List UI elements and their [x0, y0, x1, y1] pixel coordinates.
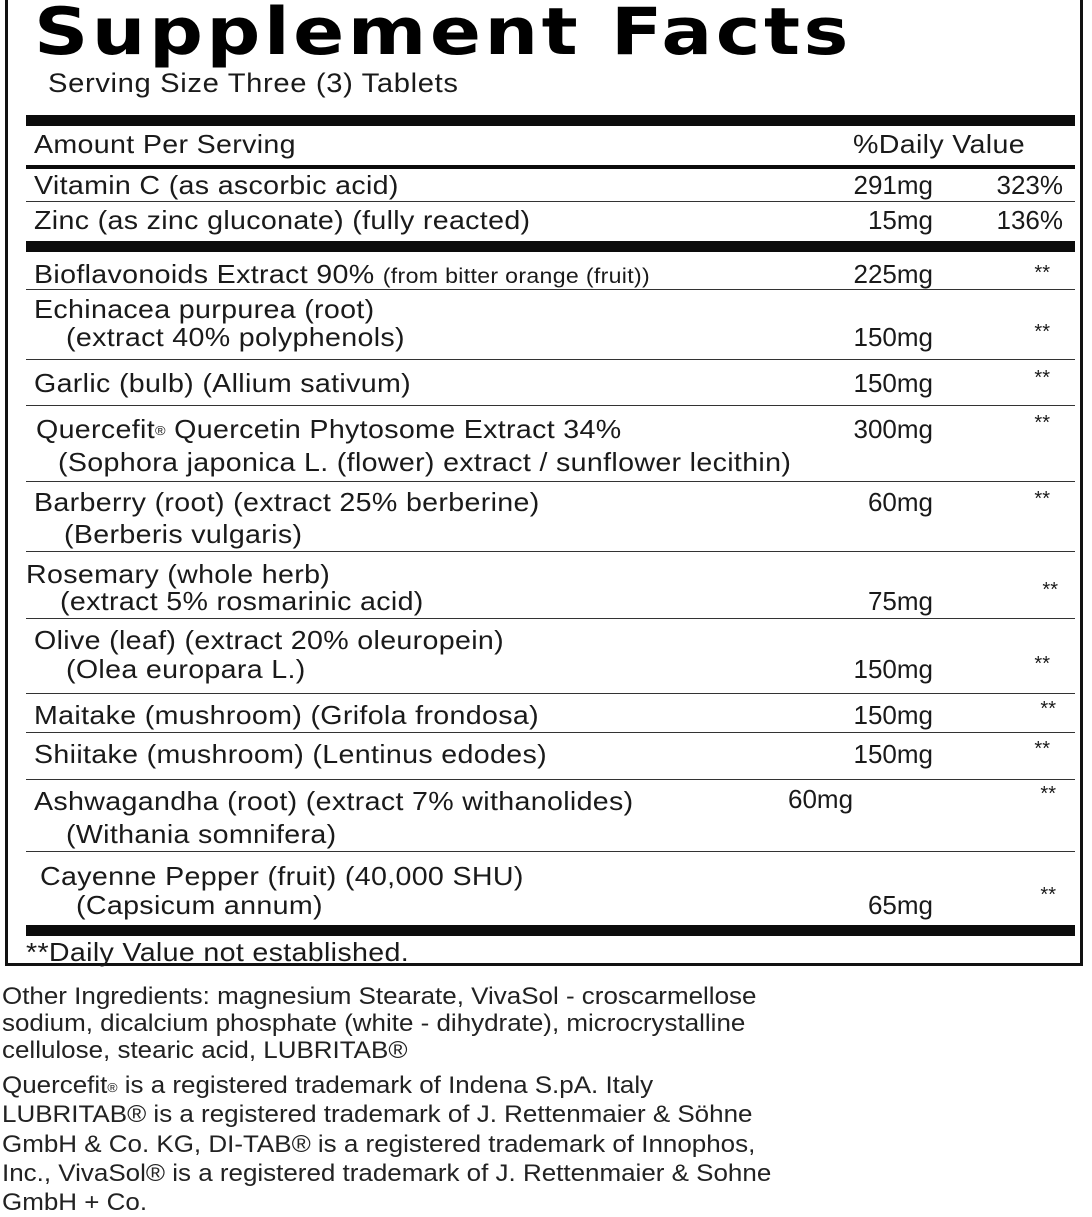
ingredient-dv: **: [1034, 412, 1050, 434]
nutrient-name: Vitamin C (as ascorbic acid): [34, 170, 399, 200]
row-divider: [26, 851, 1075, 852]
row-divider: [26, 732, 1075, 733]
ingredient-dv: **: [1034, 367, 1050, 389]
ingredient-amount: 150mg: [853, 654, 933, 684]
thick-divider: [26, 241, 1075, 252]
ingredient-amount: 150mg: [853, 322, 933, 352]
ingredient-amount: 225mg: [853, 259, 933, 289]
row-divider: [26, 481, 1075, 482]
ingredient-name: Bioflavonoids Extract 90% (from bitter orange (fruit)): [34, 259, 651, 289]
ingredient-name-line1: Cayenne Pepper (fruit) (40,000 SHU): [40, 861, 524, 891]
row-divider: [26, 551, 1075, 552]
ingredient-amount: 150mg: [853, 700, 933, 730]
ingredient-amount: 60mg: [788, 784, 854, 814]
ingredient-dv: **: [1040, 884, 1056, 906]
trademark-line: Inc., VivaSol® is a registered trademark of J. Rettenmaier & Sohne: [2, 1160, 772, 1187]
row-divider: [26, 693, 1075, 694]
ingredient-dv: **: [1034, 653, 1050, 675]
serving-size: Serving Size Three (3) Tablets: [48, 68, 459, 98]
ingredient-name-line2: (Withania somnifera): [66, 819, 337, 849]
ingredient-name-line1: Echinacea purpurea (root): [34, 294, 375, 324]
nutrient-name: Zinc (as zinc gluconate) (fully reacted): [34, 205, 531, 235]
footnote: **Daily Value not established.: [26, 937, 409, 967]
ingredient-dv: **: [1040, 783, 1056, 805]
row-divider: [26, 359, 1075, 360]
ingredient-name-line1: Ashwagandha (root) (extract 7% withanolides): [34, 786, 634, 816]
ingredient-name-line2: (Capsicum annum): [76, 890, 323, 920]
other-ingredients-line: sodium, dicalcium phosphate (white - dihydrate), microcrystalline: [2, 1010, 746, 1037]
row-divider: [26, 618, 1075, 619]
ingredient-dv: **: [1040, 698, 1056, 720]
trademark-line: GmbH & Co. KG, DI-TAB® is a registered trademark of Innophos,: [2, 1131, 756, 1158]
thick-divider: [26, 115, 1075, 126]
amount-per-serving-label: Amount Per Serving: [34, 129, 296, 159]
ingredient-amount: 75mg: [867, 586, 933, 616]
ingredient-dv: **: [1034, 488, 1050, 510]
ingredient-name: Shiitake (mushroom) (Lentinus edodes): [34, 739, 547, 769]
row-divider: [26, 289, 1075, 290]
row-divider: [26, 201, 1075, 202]
row-divider: [26, 779, 1075, 780]
ingredient-name: Garlic (bulb) (Allium sativum): [34, 368, 412, 398]
row-divider: [26, 405, 1075, 406]
ingredient-name-line2: (extract 40% polyphenols): [66, 322, 405, 352]
ingredient-name-line2: (Sophora japonica L. (flower) extract / sunflower lecithin): [58, 447, 792, 477]
nutrient-dv: 323%: [996, 170, 1063, 200]
thick-divider: [26, 925, 1075, 936]
ingredient-name-line2: (Berberis vulgaris): [64, 519, 303, 549]
trademark-line: GmbH + Co.: [2, 1189, 148, 1216]
ingredient-name: Maitake (mushroom) (Grifola frondosa): [34, 700, 539, 730]
ingredient-dv: **: [1042, 579, 1058, 601]
ingredient-name-line1: Quercefit® Quercetin Phytosome Extract 34%: [36, 414, 622, 444]
ingredient-amount: 150mg: [853, 739, 933, 769]
nutrient-amount: 291mg: [853, 170, 933, 200]
ingredient-amount: 150mg: [853, 368, 933, 398]
trademark-line: LUBRITAB® is a registered trademark of J. Rettenmaier & Söhne: [2, 1101, 753, 1128]
ingredient-name-line1: Olive (leaf) (extract 20% oleuropein): [34, 625, 505, 655]
nutrient-amount: 15mg: [867, 205, 933, 235]
supplement-facts-panel: [5, 0, 1083, 966]
daily-value-label: %Daily Value: [853, 129, 1025, 159]
nutrient-dv: 136%: [996, 205, 1063, 235]
other-ingredients-line: Other Ingredients: magnesium Stearate, VivaSol - croscarmellose: [2, 983, 757, 1010]
trademark-line: Quercefit® is a registered trademark of Indena S.pA. Italy: [2, 1072, 654, 1099]
ingredient-amount: 300mg: [853, 414, 933, 444]
ingredient-amount: 65mg: [867, 890, 933, 920]
ingredient-dv: **: [1034, 738, 1050, 760]
panel-title: Supplement Facts: [34, 0, 852, 70]
other-ingredients-line: cellulose, stearic acid, LUBRITAB®: [2, 1037, 408, 1064]
ingredient-name-line1: Barberry (root) (extract 25% berberine): [34, 487, 540, 517]
ingredient-amount: 60mg: [867, 487, 933, 517]
medium-divider: [26, 165, 1075, 169]
ingredient-name-line2: (extract 5% rosmarinic acid): [60, 586, 424, 616]
ingredient-name-line2: (Olea europara L.): [66, 654, 306, 684]
ingredient-dv: **: [1034, 321, 1050, 343]
ingredient-dv: **: [1034, 262, 1050, 284]
ingredient-name-line1: Rosemary (whole herb): [26, 559, 331, 589]
